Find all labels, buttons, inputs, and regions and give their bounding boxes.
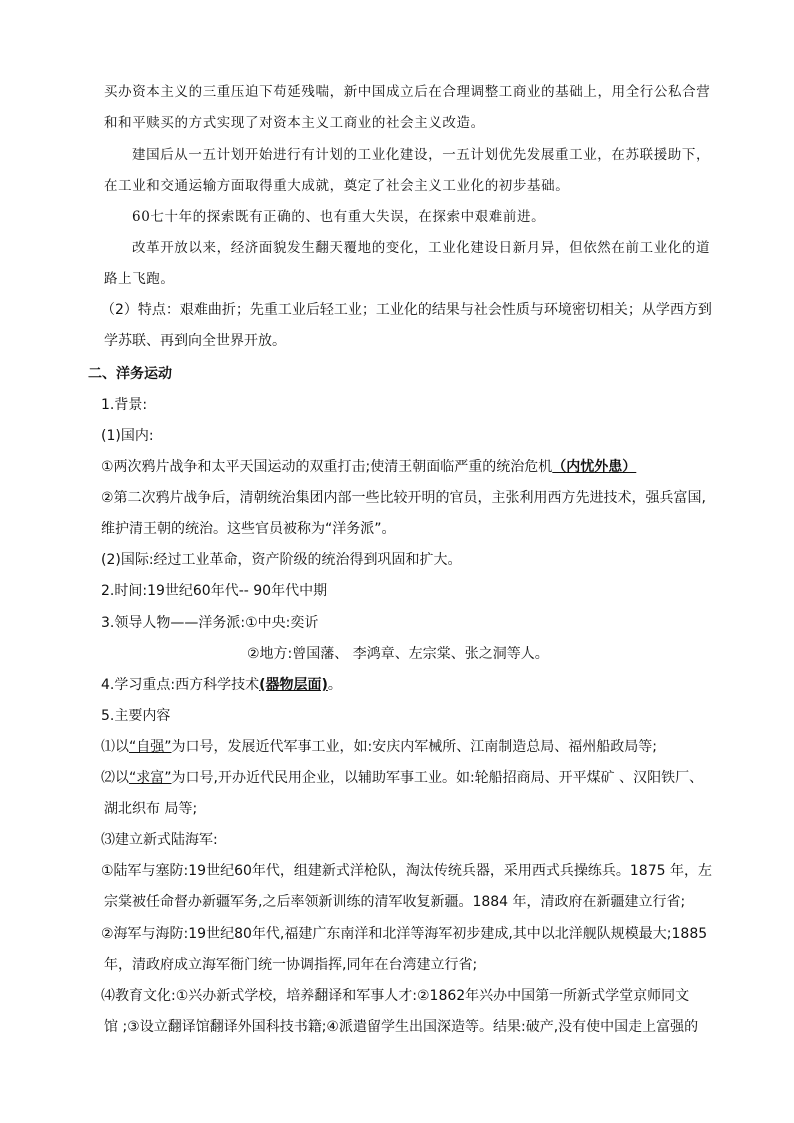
- intro-paragraph-1-line-2: 和和平赎买的方式实现了对资本主义工商业的社会主义改造。: [104, 115, 485, 131]
- intro-paragraph-2-line-2: 在工业和交通运输方面取得重大成就，奠定了社会主义工业化的初步基础。: [104, 178, 570, 194]
- content-item-2-text: 为口号,开办近代民用企业，以辅助军事工业。如:轮船招商局、开平煤矿 、汉阳铁厂、: [171, 770, 704, 786]
- intro-paragraph-4-line-2: 路上飞跑。: [104, 271, 175, 287]
- content-item-2-slogan: “求富”: [129, 770, 172, 786]
- intro-paragraph-2-line-1: 建国后从一五计划开始进行有计划的工业化建设，一五计划优先发展重工业，在苏联援助下，: [132, 147, 711, 163]
- navy-line-2: 年，清政府成立海军衙门统一协调指挥,同年在台湾建立行省;: [104, 957, 478, 973]
- domestic-title: (1)国内:: [101, 428, 154, 444]
- army-line-1: ①陆军与塞防:19世纪60年代，组建新式洋枪队，淘汰传统兵器，采用西式兵操练兵。1875 年，左: [101, 863, 712, 879]
- content-title: 5.主要内容: [101, 708, 171, 724]
- content-item-2-line-1: [101, 768, 703, 788]
- content-item-2-line-2: 湖北织布 局等;: [104, 801, 198, 817]
- content-item-1-prefix: ⑴以: [101, 739, 129, 755]
- domestic-item-1: [101, 457, 636, 477]
- domestic-item-1-emphasis: （内忧外患）: [552, 459, 637, 475]
- focus-item: [101, 675, 342, 695]
- section-heading: 二、洋务运动: [88, 366, 172, 382]
- focus-text: 4.学习重点:西方科学技术: [101, 677, 260, 693]
- intro-paragraph-1-line-1: 买办资本主义的三重压迫下苟延残喘，新中国成立后在合理调整工商业的基础上，用全行公私合营: [104, 84, 711, 100]
- content-item-1-text: 为口号，发展近代军事工业，如:安庆内军械所、江南制造总局、福州船政局等;: [171, 739, 657, 755]
- domestic-item-2-line-1: ②第二次鸦片战争后，清朝统治集团内部一些比较开明的官员，主张利用西方先进技术，强兵富国,: [101, 490, 706, 506]
- content-item-2-prefix: ⑵以: [101, 770, 129, 786]
- focus-period: 。: [327, 677, 342, 693]
- intro-paragraph-4-line-1: 改革开放以来，经济面貌发生翻天覆地的变化，工业化建设日新月异，但依然在前工业化的道: [132, 240, 711, 256]
- time-item: 2.时间:19世纪60年代-- 90年代中期: [101, 583, 328, 599]
- features-line-1: （2）特点：艰难曲折；先重工业后轻工业；工业化的结果与社会性质与环境密切相关；从学西方到: [101, 302, 712, 318]
- intro-paragraph-3: 60七十年的探索既有正确的、也有重大失误，在探索中艰难前进。: [132, 209, 546, 225]
- content-item-3-title: ⑶建立新式陆海军:: [101, 832, 218, 848]
- international-item: (2)国际:经过工业革命，资产阶级的统治得到巩固和扩大。: [101, 552, 462, 568]
- domestic-item-1-text: ①两次鸦片战争和太平天国运动的双重打击;使清王朝面临严重的统治危机: [101, 459, 553, 475]
- education-line-1: ⑷教育文化:①兴办新式学校，培养翻译和军事人才:②1862年兴办中国第一所新式学堂京师同文: [101, 988, 690, 1004]
- army-line-2: 宗棠被任命督办新疆军务,之后率领新训练的清军收复新疆。1884 年，清政府在新疆建立行省;: [104, 894, 686, 910]
- education-line-2: 馆 ;③设立翻译馆翻译外国科技书籍;④派遣留学生出国深造等。结果:破产,没有使中国走上富强的: [104, 1019, 699, 1035]
- leaders-line-2: ②地方:曾国藩、 李鸿章、左宗棠、张之洞等人。: [247, 646, 549, 662]
- background-title: 1.背景:: [101, 397, 148, 413]
- domestic-item-2-line-2: 维护清王朝的统治。这些官员被称为“洋务派”。: [101, 521, 396, 537]
- content-item-1: [101, 737, 657, 757]
- content-item-1-slogan: “自强”: [129, 739, 172, 755]
- focus-emphasis: (器物层面): [259, 677, 328, 693]
- features-line-2: 学苏联、再到向全世界开放。: [104, 333, 286, 349]
- navy-line-1: ②海军与海防:19世纪80年代,福建广东南洋和北洋等海军初步建成,其中以北洋舰队规模最大;1885: [101, 926, 708, 942]
- leaders-line-1: 3.领导人物——洋务派:①中央:奕䜣: [101, 615, 319, 631]
